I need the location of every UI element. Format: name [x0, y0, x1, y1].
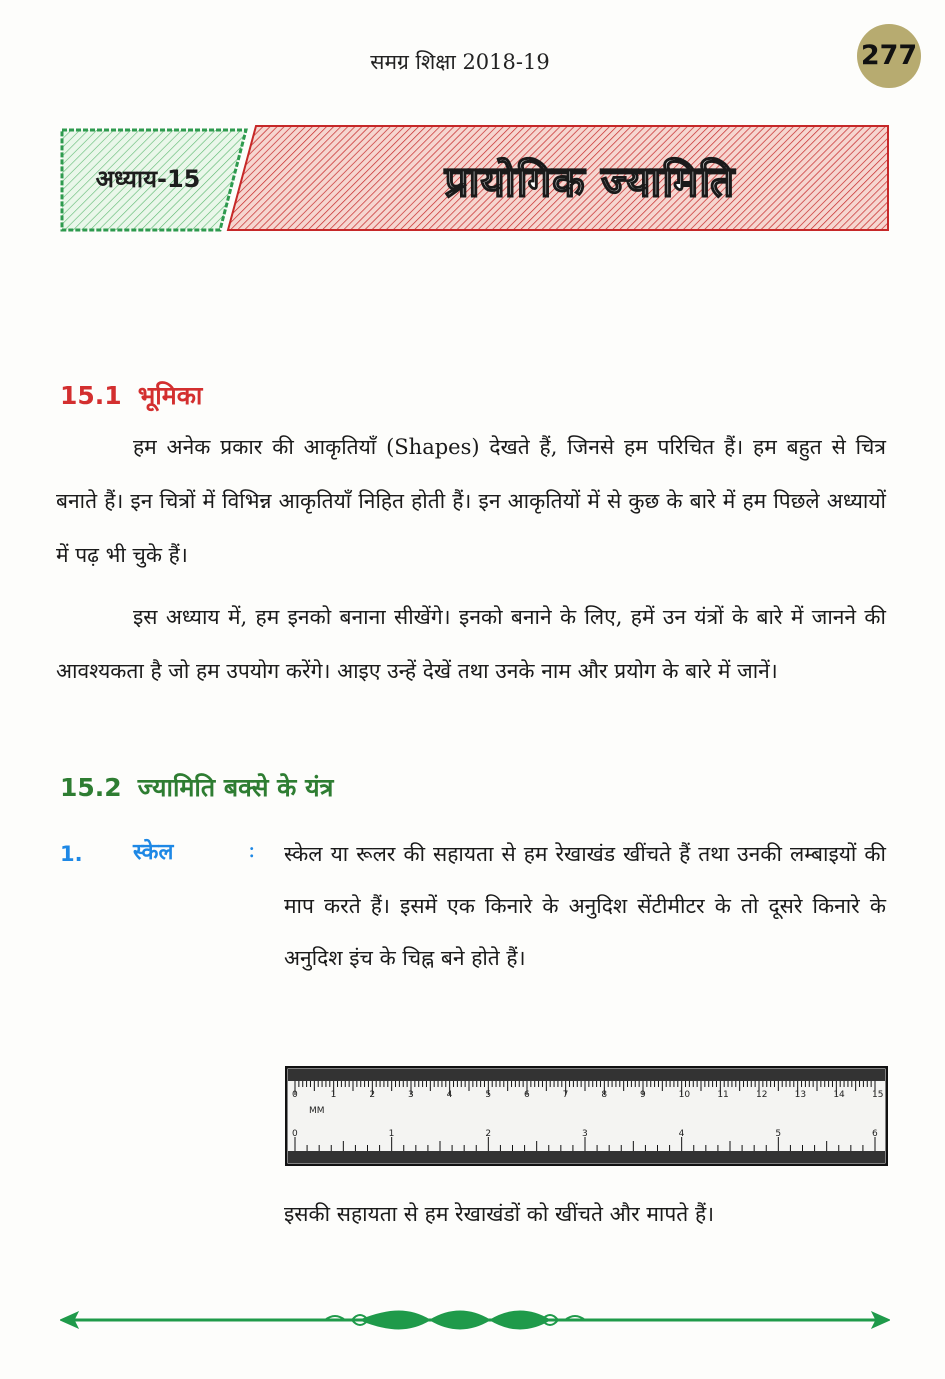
item-description: स्केल या रूलर की सहायता से हम रेखाखंड खींचते हैं तथा उनकी लम्बाइयों की माप करते हैं। इसमें एक किनारे के अनुदिश सेंटीमीटर के तो दूसरे किनारे के अनुदिश इंच के चिह्न बने होते हैं। [284, 842, 886, 970]
ruler-cm-label: 5 [485, 1090, 492, 1100]
section-heading-intro [60, 378, 202, 412]
chapter-label: अध्याय-15 [95, 165, 201, 193]
ruler-caption: इसकी सहायता से हम रेखाखंडों को खींचते और मापते हैं। [284, 1202, 715, 1226]
ruler-inch-label: 4 [678, 1129, 685, 1139]
ruler-inch-label: 3 [582, 1129, 588, 1139]
ruler-cm-label: 1 [330, 1090, 337, 1100]
ruler-cm-label: 6 [524, 1090, 530, 1100]
ruler-cm-label: 7 [562, 1090, 569, 1100]
ruler-unit-label: MM [309, 1106, 325, 1116]
item-number: 1. [60, 842, 83, 866]
ruler-cm-label: 10 [678, 1090, 691, 1100]
ruler-cm-label: 9 [640, 1090, 646, 1100]
ruler-graphic [285, 1066, 888, 1166]
ruler-cm-label: 8 [601, 1090, 608, 1100]
ruler-cm-label: 4 [446, 1090, 453, 1100]
ruler-inch-label: 1 [388, 1129, 395, 1139]
ruler-cm-label: 14 [833, 1090, 845, 1100]
chapter-title: प्रायोगिक ज्यामिति [444, 157, 736, 206]
ruler-cm-label: 15 [872, 1090, 884, 1100]
decorative-divider [60, 1300, 890, 1340]
section-title: ज्यामिति बक्से के यंत्र [137, 773, 334, 802]
section-title: भूमिका [137, 381, 203, 410]
item-colon: : [248, 838, 256, 863]
ruler-cm-label: 3 [408, 1090, 414, 1100]
ruler-cm-label: 2 [369, 1090, 376, 1100]
ruler-cm-label: 13 [794, 1090, 807, 1100]
section-heading-instruments [60, 770, 333, 804]
item-term-scale: स्केल [133, 839, 174, 865]
section-number: 15.1 [60, 381, 122, 410]
ruler-inch-label: 0 [292, 1129, 298, 1139]
ruler-illustration [285, 1066, 888, 1166]
section-number: 15.2 [60, 773, 122, 802]
ruler-inch-label: 2 [485, 1129, 492, 1139]
ruler-cm-label: 11 [717, 1090, 729, 1100]
ruler-inch-label: 5 [775, 1129, 782, 1139]
page-header-title: समग्र शिक्षा 2018-19 [370, 50, 550, 74]
ruler-cm-label: 0 [292, 1090, 298, 1100]
chapter-banner [60, 124, 890, 234]
paragraph: हम अनेक प्रकार की आकृतियाँ (Shapes) देखते हैं, जिनसे हम परिचित हैं। हम बहुत से चित्र बनाते हैं। इन चित्रों में विभिन्न आकृतियाँ निहित होती हैं। इन आकृतियों में से कुछ के बारे में हम पिछले अध्यायों में पढ़ भी चुके हैं। [56, 435, 886, 567]
ruler-inch-label: 6 [872, 1129, 878, 1139]
page-number-badge: 277 [857, 24, 921, 88]
ruler-cm-label: 12 [756, 1090, 768, 1100]
paragraph: इस अध्याय में, हम इनको बनाना सीखेंगे। इनको बनाने के लिए, हमें उन यंत्रों के बारे में जानने की आवश्यकता है जो हम उपयोग करेंगे। आइए उन्हें देखें तथा उनके नाम और प्रयोग के बारे में जानें। [56, 605, 886, 683]
